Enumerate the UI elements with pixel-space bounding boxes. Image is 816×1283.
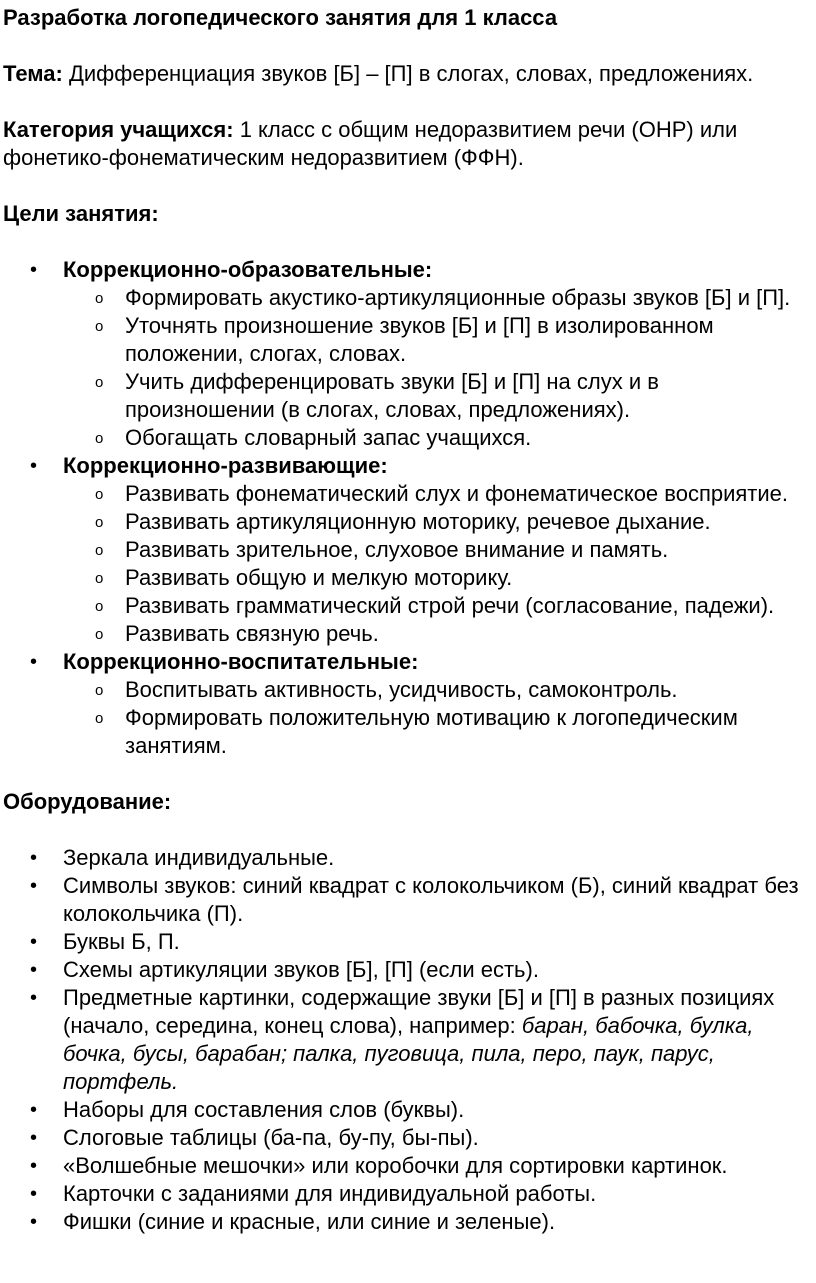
goal-item: o Развивать артикуляционную моторику, речевое дыхание. xyxy=(3,508,808,536)
goal-item: o Развивать зрительное, слуховое внимание и память. xyxy=(3,536,808,564)
goals-heading: Цели занятия: xyxy=(3,201,159,226)
equipment-heading: Оборудование: xyxy=(3,789,172,814)
topic-text: Дифференциация звуков [Б] – [П] в слогах, словах, предложениях. xyxy=(62,61,754,86)
goal-item: o Формировать акустико-артикуляционные образы звуков [Б] и [П]. xyxy=(3,284,808,312)
goal-group xyxy=(3,452,808,648)
goal-item: o Уточнять произношение звуков [Б] и [П] в изолированном положении, слогах, словах. xyxy=(3,312,808,368)
goal-group xyxy=(3,648,808,760)
goal-item: o Развивать связную речь. xyxy=(3,620,808,648)
goal-item: o Формировать положительную мотивацию к логопедическим занятиям. xyxy=(3,704,808,760)
goal-item: o Развивать фонематический слух и фонематическое восприятие. xyxy=(3,480,808,508)
topic-paragraph xyxy=(3,60,808,88)
spacer xyxy=(3,760,808,788)
category-text: 1 класс с общим недоразвитием речи (ОНР) или фонетико-фонематическим недоразвитием (ФФН). xyxy=(3,117,738,170)
category-label: Категория учащихся: xyxy=(3,117,234,142)
pictures-text: Предметные картинки, содержащие звуки [Б] и [П] в разных позициях (начало, середина, конец слова), например: xyxy=(63,985,775,1038)
category-paragraph xyxy=(3,116,808,172)
topic-label: Тема: xyxy=(3,61,63,86)
equipment-item: • Схемы артикуляции звуков [Б], [П] (если есть). xyxy=(3,956,808,984)
goal-item: o Развивать общую и мелкую моторику. xyxy=(3,564,808,592)
goals-list xyxy=(3,256,808,760)
goal-item: o Учить дифференцировать звуки [Б] и [П] на слух и в произношении (в слогах, словах, предложениях). xyxy=(3,368,808,424)
goal-group-title: Коррекционно-образовательные: xyxy=(63,257,433,282)
equipment-item: • Символы звуков: синий квадрат с колокольчиком (Б), синий квадрат без колокольчика (П). xyxy=(3,872,808,928)
equipment-item: • Наборы для составления слов (буквы). xyxy=(3,1096,808,1124)
goal-item: o Развивать грамматический строй речи (согласование, падежи). xyxy=(3,592,808,620)
equipment-item: • Буквы Б, П. xyxy=(3,928,808,956)
goal-item: o Обогащать словарный запас учащихся. xyxy=(3,424,808,452)
equipment-list xyxy=(3,844,808,1236)
equipment-item: • Слоговые таблицы (ба-па, бу-пу, бы-пы). xyxy=(3,1124,808,1152)
goal-group-title: Коррекционно-развивающие: xyxy=(63,453,388,478)
equipment-item: • «Волшебные мешочки» или коробочки для сортировки картинок. xyxy=(3,1152,808,1180)
goal-group-title: Коррекционно-воспитательные: xyxy=(63,649,419,674)
equipment-item-pictures xyxy=(3,984,808,1096)
document-title: Разработка логопедического занятия для 1 класса xyxy=(3,5,558,30)
goal-item: o Воспитывать активность, усидчивость, самоконтроль. xyxy=(3,676,808,704)
equipment-item: • Карточки с заданиями для индивидуальной работы. xyxy=(3,1180,808,1208)
goal-items xyxy=(63,676,808,760)
equipment-item: • Зеркала индивидуальные. xyxy=(3,844,808,872)
pictures-examples: баран, бабочка, булка, бочка, бусы, барабан; палка, пуговица, пила, перо, паук, парус, портфель. xyxy=(63,1013,754,1094)
goal-items xyxy=(63,480,808,648)
goal-group xyxy=(3,256,808,452)
goal-items xyxy=(63,284,808,452)
equipment-item: • Фишки (синие и красные, или синие и зеленые). xyxy=(3,1208,808,1236)
